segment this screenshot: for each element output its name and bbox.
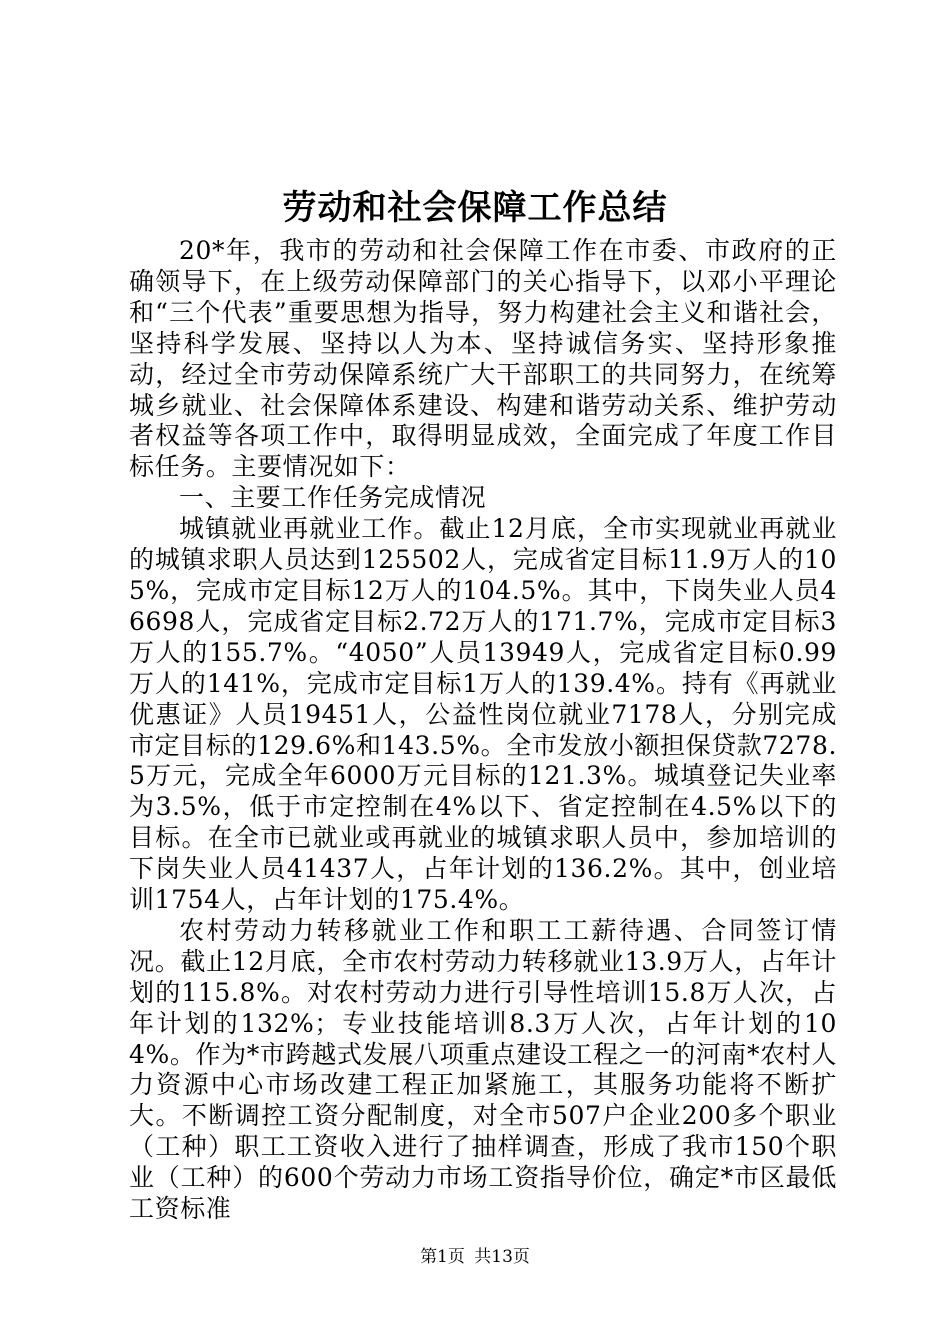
page-footer — [0, 1246, 950, 1268]
document-title: 劳动和社会保障工作总结 — [282, 188, 668, 228]
page-total: 共13页 — [474, 1247, 530, 1267]
document-body — [129, 236, 837, 1225]
intro-paragraph: 20*年，我市的劳动和社会保障工作在市委、市政府的正确领导下，在上级劳动保障部门的关心指导下，以邓小平理论和“三个代表”重要思想为指导，努力构建社会主义和谐社会，坚持科学发展、坚持以人为本、坚持诚信务实、坚持形象推动，经过全市劳动保障系统广大干部职工的共同努力，在统筹城乡就业、社会保障体系建设、构建和谐劳动关系、维护劳动者权益等各项工作中，取得明显成效，全面完成了年度工作目标任务。主要情况如下： — [129, 236, 837, 482]
rural-labor-paragraph: 农村劳动力转移就业工作和职工工薪待遇、合同签订情况。截止12月底，全市农村劳动力转移就业13.9万人，占年计划的115.8%。对农村劳动力进行引导性培训15.8万人次，占年计划的132%；专业技能培训8.3万人次，占年计划的104%。作为*市跨越式发展八项重点建设工程之一的河南*农村人力资源中心市场改建工程正加紧施工，其服务功能将不断扩大。不断调控工资分配制度，对全市507户企业200多个职业（工种）职工工资收入进行了抽样调查，形成了我市150个职业（工种）的600个劳动力市场工资指导价位，确定*市区最低工资标准 — [129, 915, 837, 1224]
urban-employment-paragraph: 城镇就业再就业工作。截止12月底，全市实现就业再就业的城镇求职人员达到125502人，完成省定目标11.9万人的105%，完成市定目标12万人的104.5%。其中，下岗失业人员46698人，完成省定目标2.72万人的171.7%，完成市定目标3万人的155.7%。“4050”人员13949人，完成省定目标0.99万人的141%，完成市定目标1万人的139.4%。持有《再就业优惠证》人员19451人，公益性岗位就业7178人，分别完成市定目标的129.6%和143.5%。全市发放小额担保贷款7278.5万元，完成全年6000万元目标的121.3%。城填登记失业率为3.5%，低于市定控制在4%以下、省定控制在4.5%以下的目标。在全市已就业或再就业的城镇求职人员中，参加培训的下岗失业人员41437人，占年计划的136.2%。其中，创业培训1754人，占年计划的175.4%。 — [129, 514, 837, 915]
page-number: 第1页 — [420, 1247, 465, 1267]
section-heading: 一、主要工作任务完成情况 — [179, 483, 487, 513]
